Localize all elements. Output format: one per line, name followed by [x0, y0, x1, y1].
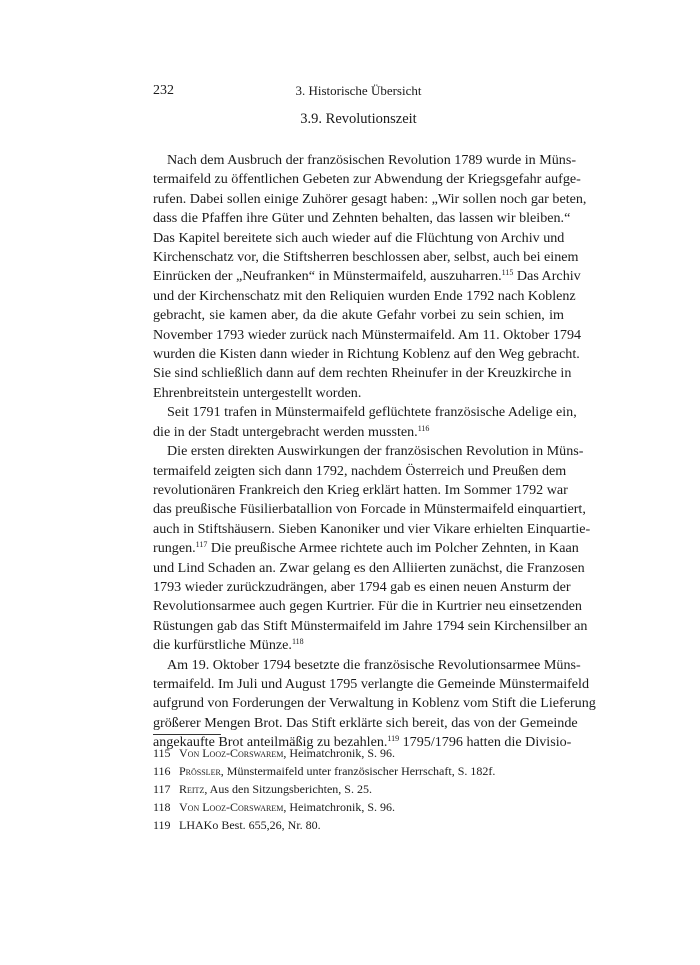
text-line: Die ersten direkten Auswirkungen der französischen Revolution in Müns-	[167, 443, 584, 460]
text-segment: Einrücken der „Neufranken“ in Münstermaifeld, auszuharren.	[153, 268, 502, 285]
text-line	[153, 636, 564, 655]
text-line: Nach dem Ausbruch der französischen Revolution 1789 wurde in Müns-	[167, 152, 577, 168]
text-line: Am 19. Oktober 1794 besetzte die französische Revolutionsarmee Müns-	[167, 656, 581, 673]
text-line: Ehrenbreitstein untergestellt worden.	[153, 384, 362, 401]
text-line: Sie sind schließlich dann auf dem rechten Rheinufer in der Kreuzkirche in	[153, 365, 572, 382]
text-line: 1793 wieder zurückzudrängen, aber 1794 gab es einen neuen Ansturm der	[153, 578, 571, 595]
text-segment: die kurfürstliche Münze.	[153, 637, 292, 654]
footnote	[153, 762, 564, 780]
footnote-number: 117	[153, 782, 171, 796]
text-line: gebracht, sie kamen aber, da die akute Gefahr vorbei zu sein schien, im	[153, 307, 564, 324]
text-line: Kirchenschatz vor, die Stiftsherren beschlossen aber, selbst, auch bei einem	[153, 249, 579, 266]
footnote-text: , Heimatchronik, S. 96.	[283, 746, 395, 760]
footnote	[153, 798, 564, 816]
footnote	[153, 780, 564, 798]
text-line: November 1793 wieder zurück nach Münstermaifeld. Am 11. Oktober 1794	[153, 326, 582, 343]
section-title: 3.9. Revolutionszeit	[300, 111, 417, 127]
text-line: wurden die Kisten dann wieder in Richtung Koblenz auf den Weg gebracht.	[153, 346, 580, 363]
body-text	[153, 151, 596, 753]
footnote-author: Von Looz-Corswarem	[179, 746, 284, 760]
text-line: Rüstungen gab das Stift Münstermaifeld im Jahre 1794 sein Kirchensilber an	[153, 617, 588, 634]
footnote-author: Von Looz-Corswarem	[179, 800, 284, 814]
text-line	[153, 423, 564, 442]
page-number: 232	[153, 83, 174, 98]
footnote-ref[interactable]: 116	[417, 423, 430, 433]
text-segment: 1795/1796 hatten die Divisio-	[399, 734, 572, 751]
text-line: Das Kapitel bereitete sich auch wieder auf die Flüchtung von Archiv und	[153, 229, 565, 246]
text-line: rufen. Dabei sollen einige Zuhörer gesagt haben: „Wir sollen noch gar beten,	[153, 190, 587, 207]
footnote-text: , Heimatchronik, S. 96.	[283, 800, 395, 814]
text-line: dass die Pfaffen ihre Güter und Zehnten behalten, das lassen wir bleiben.“	[153, 210, 571, 227]
footnotes	[153, 744, 564, 834]
footnote-author: Reitz	[179, 782, 205, 796]
text-line	[153, 539, 579, 558]
footnote-separator	[153, 734, 221, 735]
text-line: termaifeld zu öffentlichen Gebeten zur Abwendung der Kriegsgefahr aufge-	[153, 171, 581, 188]
footnote-author: Prössler	[179, 764, 221, 778]
footnote-text: LHAKo Best. 655,26, Nr. 80.	[179, 818, 321, 832]
text-line: Seit 1791 trafen in Münstermaifeld geflüchtete französische Adelige ein,	[167, 404, 577, 421]
text-line: revolutionären Frankreich den Krieg erklärt hatten. Im Sommer 1792 war	[153, 481, 568, 498]
text-line: aufgrund von Forderungen der Verwaltung in Koblenz vom Stift die Lieferung	[153, 695, 596, 712]
text-line: und der Kirchenschatz mit den Reliquien wurden Ende 1792 nach Koblenz	[153, 287, 576, 304]
footnote-text: , Aus den Sitzungsberichten, S. 25.	[204, 782, 372, 796]
footnote-number: 116	[153, 764, 171, 778]
footnote	[153, 816, 564, 834]
footnote-ref[interactable]: 118	[291, 637, 304, 647]
footnote-ref[interactable]: 117	[195, 540, 208, 550]
text-line	[153, 267, 581, 286]
text-line: auch in Stiftshäusern. Sieben Kanoniker und vier Vikare erhielten Einquartie-	[153, 520, 591, 537]
text-line: termaifeld. Im Juli und August 1795 verlangte die Gemeinde Münstermaifeld	[153, 675, 590, 692]
running-title: 3. Historische Übersicht	[295, 83, 422, 98]
text-segment: Die preußische Armee richtete auch im Polcher Zehnten, in Kaan	[207, 540, 579, 557]
text-line: Revolutionsarmee auch gegen Kurtrier. Für die in Kurtrier neu einsetzenden	[153, 598, 582, 615]
footnote	[153, 744, 564, 762]
text-line: termaifeld zeigten sich dann 1792, nachdem Österreich und Preußen dem	[153, 462, 567, 479]
footnote-ref[interactable]: 115	[501, 268, 514, 278]
text-line: und Lind Schaden an. Zwar gelang es den Alliierten zunächst, die Franzosen	[153, 559, 585, 576]
footnote-number: 115	[153, 746, 171, 760]
text-segment: angekaufte Brot anteilmäßig zu bezahlen.	[153, 734, 388, 751]
footnote-number: 119	[153, 818, 171, 832]
text-segment: Das Archiv	[513, 268, 581, 285]
text-segment: rungen.	[153, 540, 196, 557]
text-line: das preußische Füsilierbatallion von Forcade in Münstermaifeld einquartiert,	[153, 501, 586, 518]
footnote-text: , Münstermaifeld unter französischer Herrschaft, S. 182f.	[220, 764, 496, 778]
text-line: größerer Mengen Brot. Das Stift erklärte sich bereit, das von der Gemeinde	[153, 714, 578, 731]
footnote-number: 118	[153, 800, 171, 814]
text-segment: die in der Stadt untergebracht werden mussten.	[153, 423, 418, 440]
running-head	[153, 83, 564, 101]
footnote-ref[interactable]: 119	[387, 734, 400, 744]
